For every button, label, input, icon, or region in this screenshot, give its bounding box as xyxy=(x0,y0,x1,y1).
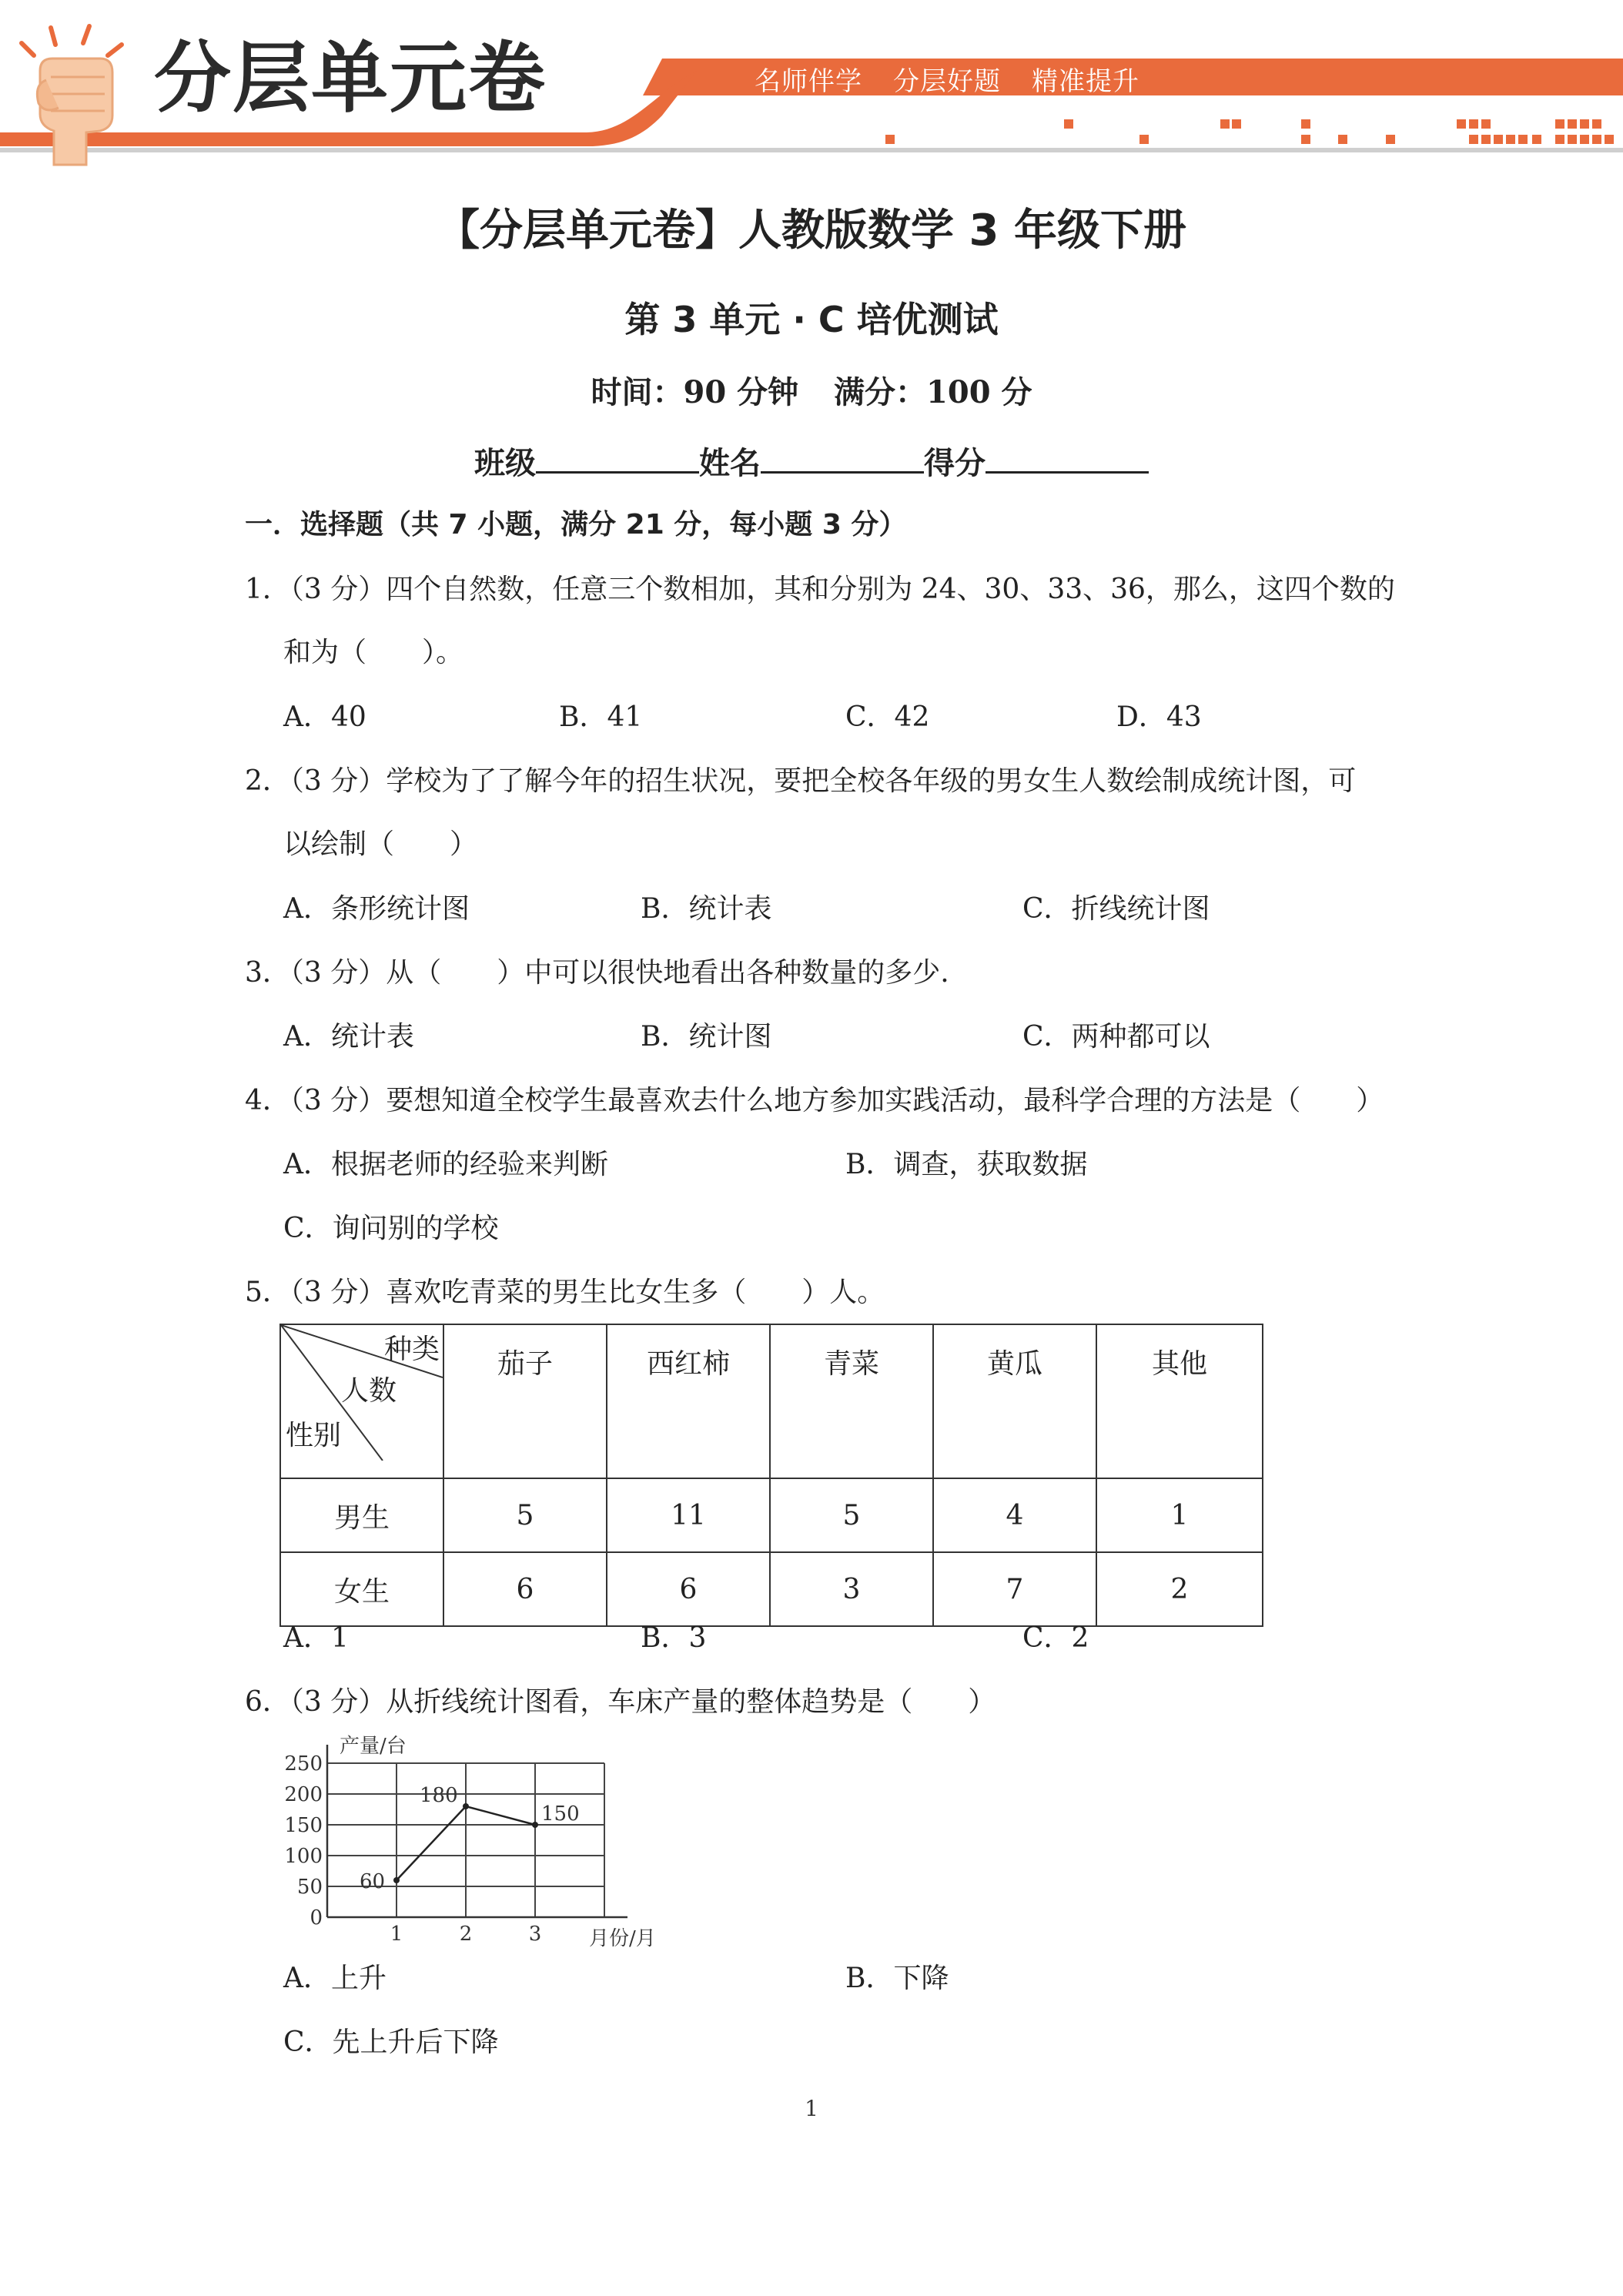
name-blank[interactable] xyxy=(761,443,924,474)
question-1-option-d[interactable]: D．43 xyxy=(1116,701,1202,733)
question-2-option-a[interactable]: A．条形统计图 xyxy=(283,893,470,925)
table-cell: 4 xyxy=(933,1478,1096,1552)
chart-grid xyxy=(327,1763,604,1917)
question-3-option-b[interactable]: B．统计图 xyxy=(641,1021,772,1053)
chart-x-tick-label: 3 xyxy=(528,1923,542,1946)
question-2-option-c[interactable]: C．折线统计图 xyxy=(1022,893,1210,925)
question-1-option-a[interactable]: A．40 xyxy=(283,701,366,733)
chart-point xyxy=(393,1877,400,1883)
row-label: 男生 xyxy=(280,1478,443,1552)
decor-squares xyxy=(885,119,1614,144)
table-cell: 6 xyxy=(443,1552,607,1626)
question-6-option-c[interactable]: C．先上升后下降 xyxy=(283,2027,499,2058)
question-5-option-a[interactable]: A．1 xyxy=(283,1622,349,1654)
row-label: 女生 xyxy=(280,1552,443,1626)
table-row xyxy=(280,1478,1263,1552)
slogan-item: 分层好题 xyxy=(893,66,1001,97)
question-6-option-b[interactable]: B．下降 xyxy=(845,1963,949,1994)
question-1-option-c[interactable]: C．42 xyxy=(845,701,930,733)
chart-y-axis-label: 产量/台 xyxy=(340,1735,407,1758)
chart-data-label: 60 xyxy=(360,1870,386,1893)
table-cell: 3 xyxy=(770,1552,933,1626)
table-cell: 2 xyxy=(1096,1552,1263,1626)
chart-x-tick-label: 1 xyxy=(390,1923,403,1946)
table-cell: 1 xyxy=(1096,1478,1263,1552)
corner-label-gender: 性别 xyxy=(286,1420,342,1451)
table-cell: 11 xyxy=(607,1478,770,1552)
table-corner-cell xyxy=(280,1324,443,1478)
chart-y-tick-label: 100 xyxy=(284,1845,323,1868)
question-4-option-a[interactable]: A．根据老师的经验来判断 xyxy=(283,1149,608,1180)
chart-y-tick-label: 0 xyxy=(310,1906,323,1930)
page-subtitle: 第 3 单元 · C 培优测试 xyxy=(624,299,999,340)
question-1-stem-cont: 和为（ ）。 xyxy=(283,637,464,668)
corner-label-category: 种类 xyxy=(384,1334,440,1365)
name-label: 姓名 xyxy=(699,445,761,481)
question-3-option-c[interactable]: C．两种都可以 xyxy=(1022,1021,1210,1053)
column-header: 其他 xyxy=(1096,1324,1263,1478)
chart-data-label: 180 xyxy=(420,1784,458,1807)
chart-data-label: 150 xyxy=(541,1802,580,1826)
header-rule xyxy=(0,148,1623,152)
exam-full-score: 满分：100 分 xyxy=(834,374,1032,410)
student-info xyxy=(0,443,1623,479)
brand-title: 分层单元卷 xyxy=(154,33,547,123)
chart-y-tick-label: 200 xyxy=(284,1783,323,1806)
table-cell: 5 xyxy=(770,1478,933,1552)
question-1-stem: 1．（3 分）四个自然数，任意三个数相加，其和分别为 24、30、33、36，那么，这四个数的 xyxy=(245,574,1395,605)
score-blank[interactable] xyxy=(986,443,1149,474)
question-3-option-a[interactable]: A．统计表 xyxy=(283,1021,414,1053)
question-5-stem: 5．（3 分）喜欢吃青菜的男生比女生多（ ）人。 xyxy=(245,1277,885,1308)
vegetable-stats-table xyxy=(279,1324,1263,1627)
slogan xyxy=(755,60,1170,98)
class-blank[interactable] xyxy=(536,443,699,474)
table-row xyxy=(280,1552,1263,1626)
question-5-option-b[interactable]: B．3 xyxy=(641,1622,707,1654)
question-4-option-c[interactable]: C．询问别的学校 xyxy=(283,1213,499,1244)
chart-series xyxy=(360,1784,580,1893)
table-cell: 7 xyxy=(933,1552,1096,1626)
question-3-stem: 3．（3 分）从（ ）中可以很快地看出各种数量的多少. xyxy=(245,957,949,989)
column-header: 青菜 xyxy=(770,1324,933,1478)
chart-x-tick-label: 2 xyxy=(459,1923,473,1946)
question-2-stem-cont: 以绘制（ ） xyxy=(283,828,478,860)
chart-point xyxy=(532,1822,538,1828)
section-heading: 一．选择题（共 7 小题，满分 21 分，每小题 3 分） xyxy=(245,509,907,541)
chart-y-tick-label: 150 xyxy=(284,1814,323,1837)
production-line-chart xyxy=(281,1732,697,1956)
table-cell: 6 xyxy=(607,1552,770,1626)
exam-meta xyxy=(0,374,1623,410)
question-6-option-a[interactable]: A．上升 xyxy=(283,1963,387,1994)
chart-y-tick-label: 250 xyxy=(284,1752,323,1776)
question-4-option-b[interactable]: B．调查，获取数据 xyxy=(845,1149,1088,1180)
question-6-stem: 6．（3 分）从折线统计图看，车床产量的整体趋势是（ ） xyxy=(245,1686,996,1718)
chart-y-tick-label: 50 xyxy=(296,1876,323,1899)
class-label: 班级 xyxy=(474,445,536,481)
column-header: 茄子 xyxy=(443,1324,607,1478)
page-title: 【分层单元卷】人教版数学 3 年级下册 xyxy=(437,206,1186,256)
chart-point xyxy=(463,1803,469,1809)
question-4-stem: 4．（3 分）要想知道全校学生最喜欢去什么地方参加实践活动，最科学合理的方法是（ ） xyxy=(245,1085,1384,1116)
chart-x-axis-label: 月份/月 xyxy=(589,1927,656,1950)
exam-time: 时间：90 分钟 xyxy=(591,374,799,410)
slogan-item: 精准提升 xyxy=(1032,66,1139,97)
question-2-option-b[interactable]: B．统计表 xyxy=(641,893,772,925)
slogan-item: 名师伴学 xyxy=(755,66,862,97)
question-1-option-b[interactable]: B．41 xyxy=(559,701,643,733)
column-header: 西红柿 xyxy=(607,1324,770,1478)
table-cell: 5 xyxy=(443,1478,607,1552)
page-number: 1 xyxy=(805,2096,818,2121)
corner-label-count: 人数 xyxy=(341,1375,397,1407)
score-label: 得分 xyxy=(924,445,986,481)
question-2-stem: 2．（3 分）学校为了了解今年的招生状况，要把全校各年级的男女生人数绘制成统计图，可 xyxy=(245,765,1357,797)
question-5-option-c[interactable]: C．2 xyxy=(1022,1622,1089,1654)
column-header: 黄瓜 xyxy=(933,1324,1096,1478)
